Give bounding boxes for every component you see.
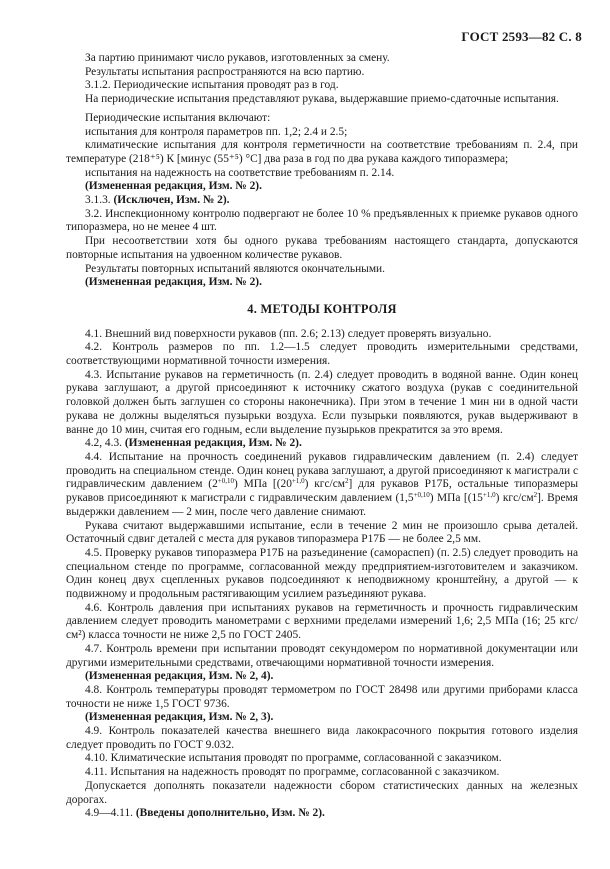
amendment-note: (Измененная редакция, Изм. № 2, 4).	[85, 670, 274, 683]
paragraph-3-1-3	[66, 194, 578, 208]
amendment-line	[66, 437, 578, 451]
paragraph: На периодические испытания представляют рукава, выдержавшие приемо-сдаточные испытания.	[85, 93, 559, 106]
clause-number: 4.2, 4.3.	[85, 437, 125, 450]
section-3-text	[66, 52, 578, 821]
paragraph: 4.10. Климатические испытания проводят по программе, согласованной с заказчиком.	[85, 752, 502, 765]
paragraph: испытания на надежность на соответствие требованиям п. 2.14.	[85, 166, 395, 179]
page-header: ГОСТ 2593—82 С. 8	[461, 29, 582, 44]
paragraph: 4.7. Контроль времени при испытании проводят секундомером по нормативной документации или другими измерительными средствами, отвечающими нормативной точности измерения.	[66, 642, 578, 669]
amendment-note: (Измененная редакция, Изм. № 2).	[85, 276, 262, 289]
paragraph-4-4: 4.4. Испытание на прочность соединений рукавов гидравлическим давлением (п. 2.4) следует проводить на специальном стенде. Один конец рукава заглушают, а другой присоединяют к магистрали с гидравлическим давлением $(2^{+0,10})$ МПа [$(20^{+1,0})$ кгс/$см^2$] для рукавов Р17Б, остальные типоразмеры рукавов присоединяют к магистрали с гидравлическим давлением $(1,5^{+0,10})$ МПа [$(15^{+1,0})$ кгс/$см^2$]. Время выдержки давлением — 2 мин, после чего давление снимают.	[66, 450, 578, 518]
paragraph: 4.9. Контроль показателей качества внешнего вида лакокрасочного покрытия готового изделия следует проводить по ГОСТ 9.032.	[66, 725, 578, 751]
paragraph: Допускается дополнять показатели надежности сбором статистических данных на железных дорогах.	[66, 779, 578, 806]
paragraph: испытания для контроля параметров пп. 1,2; 2.4 и 2.5;	[85, 125, 348, 138]
section-heading: 4. МЕТОДЫ КОНТРОЛЯ	[247, 301, 397, 316]
paragraph: Рукава считают выдержавшими испытание, если в течение 2 мин не произошло срыва деталей. Остаточный сдвиг деталей с места для рукавов типоразмера Р17Б — не более 2,5 мм.	[66, 519, 578, 546]
excluded-note: (Исключен, Изм. № 2).	[113, 194, 230, 207]
clause-number: 3.1.3.	[85, 194, 114, 207]
paragraph: 3.2. Инспекционному контролю подвергают не более 10 % предъявленных к приемке рукавов одного типоразмера, но не менее 4 шт.	[66, 207, 578, 234]
paragraph: 4.6. Контроль давления при испытаниях рукавов на герметичность и прочность гидравлическим давлением следует проводить манометрами с верхними пределами измерений 1,6; 2,5 МПа (16; 25 кгс/см²) класса точности не ниже 2,5 по ГОСТ 2405.	[66, 601, 578, 642]
clause-number: 4.9—4.11.	[85, 807, 136, 820]
amendment-note: (Измененная редакция, Изм. № 2).	[124, 437, 302, 450]
paragraph: 4.5. Проверку рукавов типоразмера Р17Б на разъединение (самораспеп) (п. 2.5) следует проводить на специальном стенде по программе, согласованной между предприятием-изготовителем и заказчиком. Один конец двух сцепленных рукавов подсоединяют к неподвижному кронштейну, а другой — к подвижному и продольным растягивающим усилием разъединяют рукава.	[66, 546, 578, 601]
paragraph: 4.8. Контроль температуры проводят термометром по ГОСТ 28498 или другими приборами класса точности не ниже 1,5 ГОСТ 9736.	[66, 683, 578, 710]
amendment-note: (Измененная редакция, Изм. № 2, 3).	[85, 711, 274, 724]
paragraph: За партию принимают число рукавов, изготовленных за смену.	[85, 52, 390, 64]
paragraph: При несоответствии хотя бы одного рукава требованиям настоящего стандарта, допускаются повторные испытания на удвоенном количестве рукавов.	[66, 235, 578, 261]
amendment-note: (Измененная редакция, Изм. № 2).	[85, 180, 262, 193]
paragraph: Периодические испытания включают:	[85, 111, 271, 124]
paragraph: 4.11. Испытания на надежность проводят по программе, согласованной с заказчиком.	[85, 766, 500, 779]
paragraph: 3.1.2. Периодические испытания проводят раз в год.	[85, 79, 339, 92]
paragraph: 4.2. Контроль размеров по пп. 1.2—1.5 следует проводить измерительными средствами, соответствующими нормативной точности измерения.	[66, 341, 578, 368]
amendment-note: (Введены дополнительно, Изм. № 2).	[135, 807, 325, 820]
paragraph: 4.3. Испытание рукавов на герметичность (п. 2.4) следует проводить в водяной ванне. Один конец рукава заглушают, а другой присоединяют к источнику сжатого воздуха (рукав с соединительной головкой должен быть заглушен со стороны наконечника). При этом в течение 1 мин ни в одной части рукава не должны выделяться пузырьки воздуха. Если пузырьки появляются, рукав выдерживают в ванне до 10 мин, считая его годным, если выделение пузырьков прекратится за это время.	[66, 368, 578, 436]
paragraph: 4.1. Внешний вид поверхности рукавов (пп. 2.6; 2.13) следует проверять визуально.	[85, 327, 492, 340]
paragraph: Результаты испытания распространяются на всю партию.	[85, 65, 365, 78]
paragraph: Результаты повторных испытаний являются окончательными.	[85, 262, 385, 275]
amendment-line	[66, 807, 578, 821]
paragraph: климатические испытания для контроля герметичности на соответствие требованиям п. 2.4, при температуре (218⁺⁵) К [минус (55⁺⁵) °С] два раза в год по два рукава каждого типоразмера;	[66, 139, 578, 165]
